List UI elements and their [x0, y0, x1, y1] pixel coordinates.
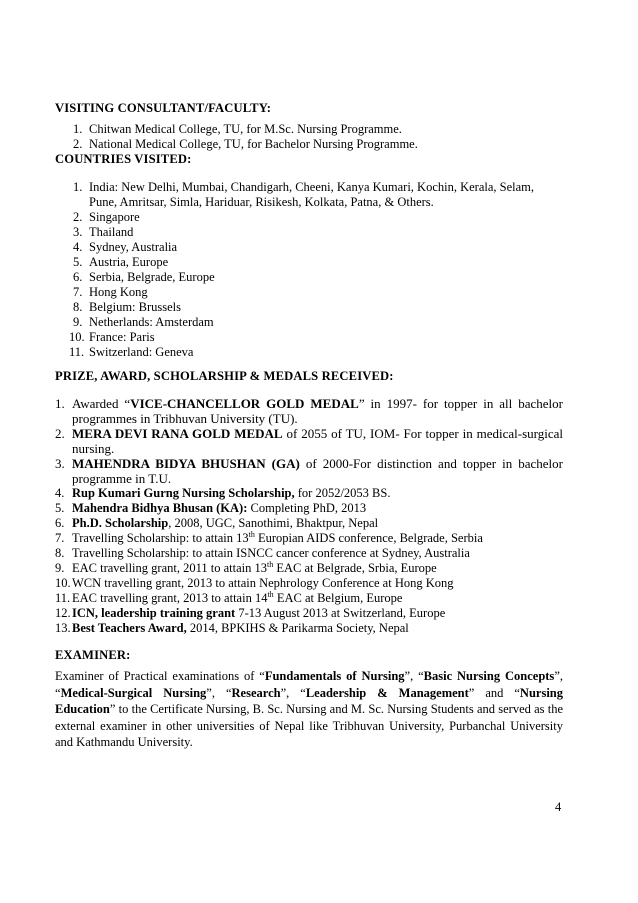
list-item: 10. WCN travelling grant, 2013 to attain Nephrology Conference at Hong Kong — [55, 576, 454, 590]
list-item: 12. ICN, leadership training grant 7-13 August 2013 at Switzerland, Europe — [55, 606, 446, 620]
list-item: 4. Rup Kumari Gurng Nursing Scholarship, for 2052/2053 BS. — [55, 486, 391, 500]
list-item: 3. MAHENDRA BIDYA BHUSHAN (GA) of 2000-For distinction and topper in bachelor programme in T.U. — [55, 456, 563, 486]
list-item: 3. Thailand — [73, 225, 134, 239]
countries-heading: COUNTRIES VISITED: — [55, 152, 192, 166]
list-item: 6. Serbia, Belgrade, Europe — [73, 270, 215, 284]
prize-heading: PRIZE, AWARD, SCHOLARSHIP & MEDALS RECEIVED: — [55, 369, 394, 383]
list-item: 2. Singapore — [73, 210, 140, 224]
list-item: 4. Sydney, Australia — [73, 240, 178, 254]
list-item: 5. Mahendra Bidhya Bhusan (KA): Completing PhD, 2013 — [55, 501, 367, 515]
list-item: 8. Travelling Scholarship: to attain ISNCC cancer conference at Sydney, Australia — [55, 546, 470, 560]
list-item: 5. Austria, Europe — [73, 255, 169, 269]
list-item: 1. Awarded “VICE-CHANCELLOR GOLD MEDAL” in 1997- for topper in all bachelor programmes in Tribhuvan University (TU). — [55, 396, 563, 426]
countries-list — [69, 180, 553, 360]
examiner-paragraph: Examiner of Practical examinations of “Fundamentals of Nursing”, “Basic Nursing Concepts”, “Medical-Surgical Nursing”, “Research”, “Leadership & Management” and “Nursing Education” to the Certificate Nursing, B. Sc. Nursing and M. Sc. Nursing Students and served as the external examiner in other universities of Nepal like Tribhuvan University, Purbanchal University and Kathmandu University. — [55, 669, 563, 749]
list-item: 2. MERA DEVI RANA GOLD MEDAL of 2055 of TU, IOM- For topper in medical-surgical nursing. — [55, 426, 564, 456]
consultant-list — [73, 122, 553, 152]
list-item: 10. France: Paris — [69, 330, 155, 344]
list-item: 6. Ph.D. Scholarship, 2008, UGC, Sanothimi, Bhaktpur, Nepal — [55, 516, 379, 530]
list-item: 1. India: New Delhi, Mumbai, Chandigarh, Cheeni, Kanya Kumari, Kochin, Kerala, Selam, Pune, Amritsar, Simla, Hariduar, Risikesh, Kolkata, Patna, & Others. — [73, 180, 535, 209]
page-number: 4 — [555, 800, 562, 814]
prize-list — [55, 396, 563, 636]
list-item: 13. Best Teachers Award, 2014, BPKIHS & Parikarma Society, Nepal — [55, 621, 409, 635]
list-item: 7. Hong Kong — [73, 285, 148, 299]
list-item: 7. Travelling Scholarship: to attain 13th Europian AIDS conference, Belgrade, Serbia — [55, 529, 483, 545]
examiner-heading: EXAMINER: — [55, 648, 131, 662]
list-item: 9. EAC travelling grant, 2011 to attain 13th EAC at Belgrade, Srbia, Europe — [55, 559, 437, 575]
list-item: 8. Belgium: Brussels — [73, 300, 182, 314]
list-item: 9. Netherlands: Amsterdam — [73, 315, 214, 329]
consultant-heading: VISITING CONSULTANT/FACULTY: — [55, 101, 272, 115]
list-item: 2. National Medical College, TU, for Bachelor Nursing Programme. — [73, 137, 418, 151]
list-item: 11. Switzerland: Geneva — [69, 345, 194, 359]
list-item: 1. Chitwan Medical College, TU, for M.Sc. Nursing Programme. — [73, 122, 402, 136]
list-item: 11. EAC travelling grant, 2013 to attain 14th EAC at Belgium, Europe — [55, 589, 403, 605]
